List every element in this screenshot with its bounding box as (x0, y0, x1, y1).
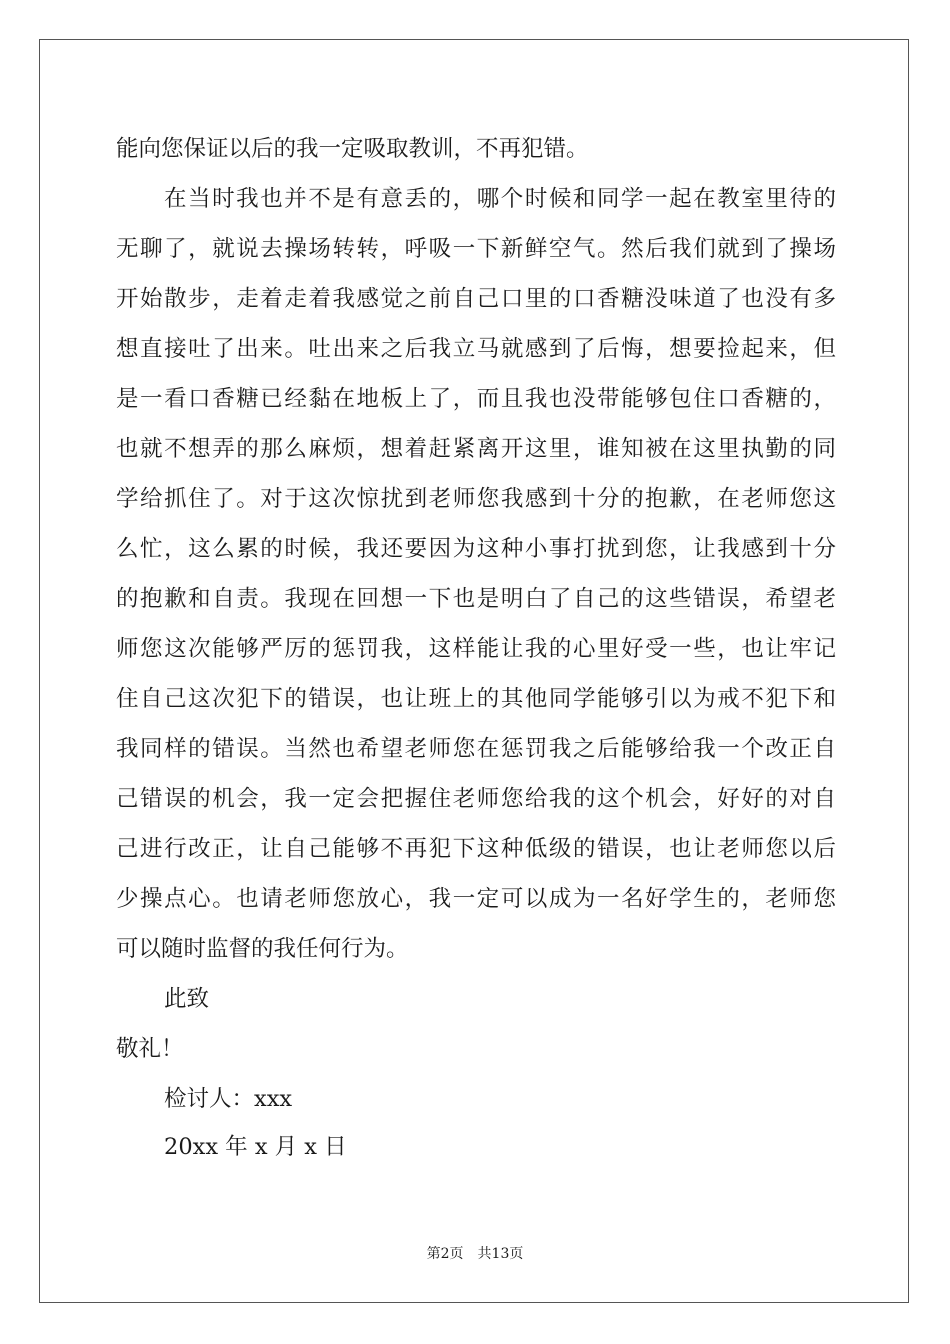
body-line: 师您这次能够严厉的惩罚我，这样能让我的心里好受一些，也让牢记 (116, 636, 836, 662)
body-line: 也就不想弄的那么麻烦，想着赶紧离开这里，谁知被在这里执勤的同 (116, 436, 836, 462)
body-line: 住自己这次犯下的错误，也让班上的其他同学能够引以为戒不犯下和 (116, 686, 836, 712)
date-line: 20xx 年 x 月 x 日 (164, 1134, 347, 1160)
signer-line: 检讨人：xxx (164, 1086, 293, 1112)
salutation-jingli: 敬礼！ (116, 1036, 184, 1062)
body-line: 可以随时监督的我任何行为。 (116, 936, 409, 962)
body-line: 想直接吐了出来。吐出来之后我立马就感到了后悔，想要捡起来，但 (116, 336, 836, 362)
body-line: 的抱歉和自责。我现在回想一下也是明白了自己的这些错误，希望老 (116, 586, 836, 612)
page-footer (0, 1245, 950, 1263)
page-total: 共13页 (477, 1246, 524, 1262)
body-line: 是一看口香糖已经黏在地板上了，而且我也没带能够包住口香糖的， (116, 386, 836, 412)
body-line: 少操点心。也请老师您放心，我一定可以成为一名好学生的，老师您 (116, 886, 836, 912)
body-line: 在当时我也并不是有意丢的，哪个时候和同学一起在教室里待的 (164, 186, 836, 212)
body-line: 无聊了，就说去操场转转，呼吸一下新鲜空气。然后我们就到了操场 (116, 236, 836, 262)
body-line: 开始散步，走着走着我感觉之前自己口里的口香糖没味道了也没有多 (116, 286, 836, 312)
body-line: 么忙，这么累的时候，我还要因为这种小事打扰到您，让我感到十分 (116, 536, 836, 562)
salutation-cizhi: 此致 (164, 986, 210, 1012)
body-line: 能向您保证以后的我一定吸取教训，不再犯错。 (116, 136, 589, 162)
body-line: 己进行改正，让自己能够不再犯下这种低级的错误，也让老师您以后 (116, 836, 836, 862)
body-line: 我同样的错误。当然也希望老师您在惩罚我之后能够给我一个改正自 (116, 736, 836, 762)
body-line: 己错误的机会，我一定会把握住老师您给我的这个机会，好好的对自 (116, 786, 836, 812)
page-number: 第2页 (426, 1246, 464, 1262)
body-line: 学给抓住了。对于这次惊扰到老师您我感到十分的抱歉，在老师您这 (116, 486, 836, 512)
